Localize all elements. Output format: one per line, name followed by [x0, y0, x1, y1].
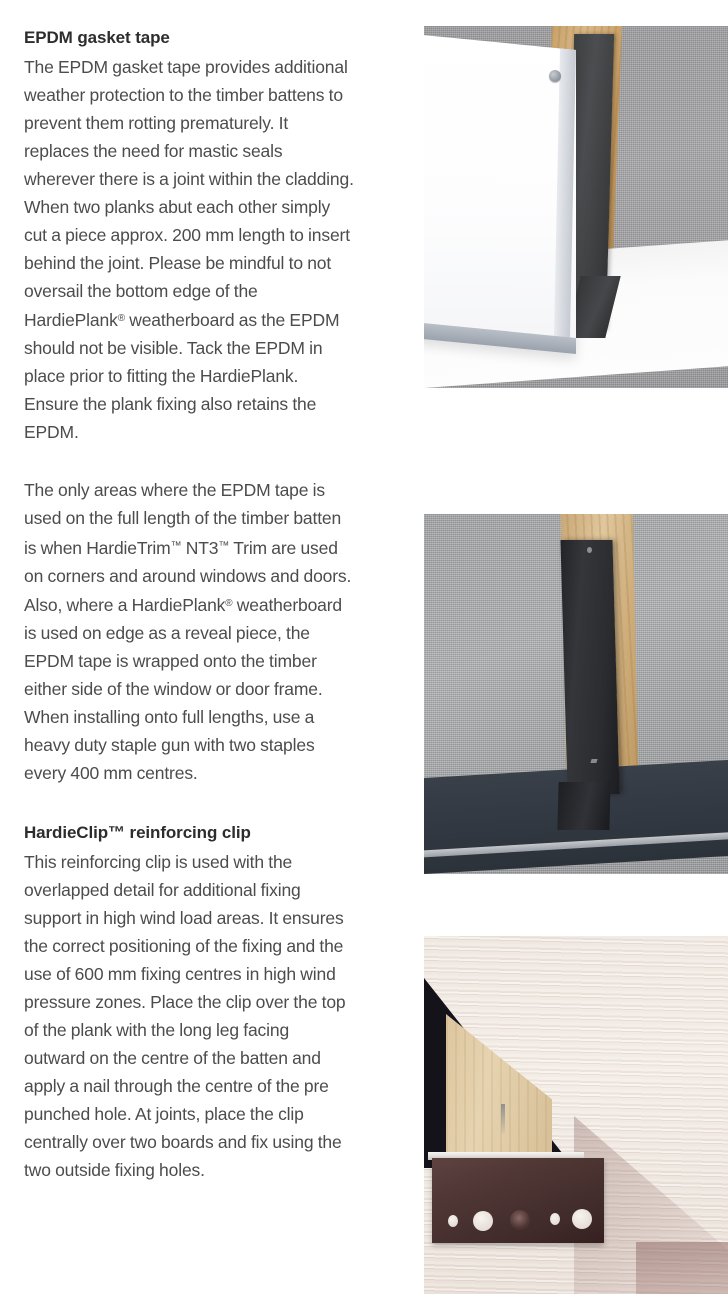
clip-fixing-hole-outer-left [473, 1211, 493, 1231]
section-heading-epdm-gasket-tape: EPDM gasket tape [24, 28, 170, 47]
photo-epdm-gasket-tape-content [424, 26, 728, 388]
section-body-hardieclip-reinforcing-clip: This reinforcing clip is used with the overlapped detail for additional fixing support in high wind load areas. It ensures the correct positioning of the fixing and the use of 600 mm fixing centres in high wind pressure zones. Place the clip over the top of the plank with the long leg facing outward on the centre of the batten and apply a nail through the centre of the pre punched hole. At joints, place the clip centrally over two boards and fix using the two outside fixing holes. [24, 852, 346, 1180]
clip-fixing-hole-outer-right [572, 1209, 592, 1229]
lower-board-shadow [636, 1242, 728, 1294]
clip-fixing-hole-small-left [448, 1215, 458, 1227]
photo-epdm-full-length [424, 514, 728, 874]
trademark-symbol: ™ [108, 823, 125, 842]
section-epdm-full-length [24, 446, 354, 787]
staple-fixing-lower [590, 759, 597, 763]
section-body-epdm-full-length: The only areas where the EPDM tape is used on the full length of the timber batten is when HardieTrim™ NT3™ Trim are used on corners and around windows and doors. Also, where a HardiePlank® weatherboard is used on edge as a reveal piece, the EPDM tape is wrapped onto the timber either side of the window or door frame. When installing onto full lengths, use a heavy duty staple gun with two staples every 400 mm centres. [24, 480, 352, 783]
photo-hardieclip-content [424, 936, 728, 1294]
clip-centre-punched-hole [510, 1210, 530, 1230]
batten-centre-mark [501, 1104, 505, 1134]
section-body-epdm-gasket-tape: The EPDM gasket tape provides additional weather protection to the timber battens to prevent them rotting prematurely. It replaces the need for mastic seals wherever there is a joint within the cladding. When two planks abut each other simply cut a piece approx. 200 mm length to insert behind the joint. Please be mindful to not oversail the bottom edge of the HardiePlank® weatherboard as the EPDM should not be visible. Tack the EPDM in place prior to fitting the HardiePlank. Ensure the plank fixing also retains the EPDM. [24, 57, 354, 442]
hardieclip-reinforcing-clip [432, 1158, 604, 1243]
epdm-gasket-tape-full-length [560, 540, 619, 794]
text-column [24, 0, 354, 1184]
trademark-symbol: ™ [218, 540, 230, 552]
trademark-symbol: ™ [170, 540, 182, 552]
clip-fixing-hole-small-right [550, 1213, 560, 1225]
staple-fixing-top [587, 547, 592, 553]
section-hardieclip-reinforcing-clip [24, 787, 354, 1184]
photo-hardieclip-reinforcing-clip [424, 936, 728, 1294]
registered-trademark-symbol: ® [117, 313, 125, 324]
section-epdm-gasket-tape [24, 0, 354, 446]
section-heading-hardieclip-reinforcing-clip: HardieClip™ reinforcing clip [24, 823, 251, 842]
plank-fixing-screw [549, 70, 561, 82]
registered-trademark-symbol: ® [225, 598, 233, 609]
photo-epdm-gasket-tape [424, 26, 728, 388]
photo-epdm-full-length-content [424, 514, 728, 874]
epdm-gasket-tape-tail [557, 782, 610, 830]
